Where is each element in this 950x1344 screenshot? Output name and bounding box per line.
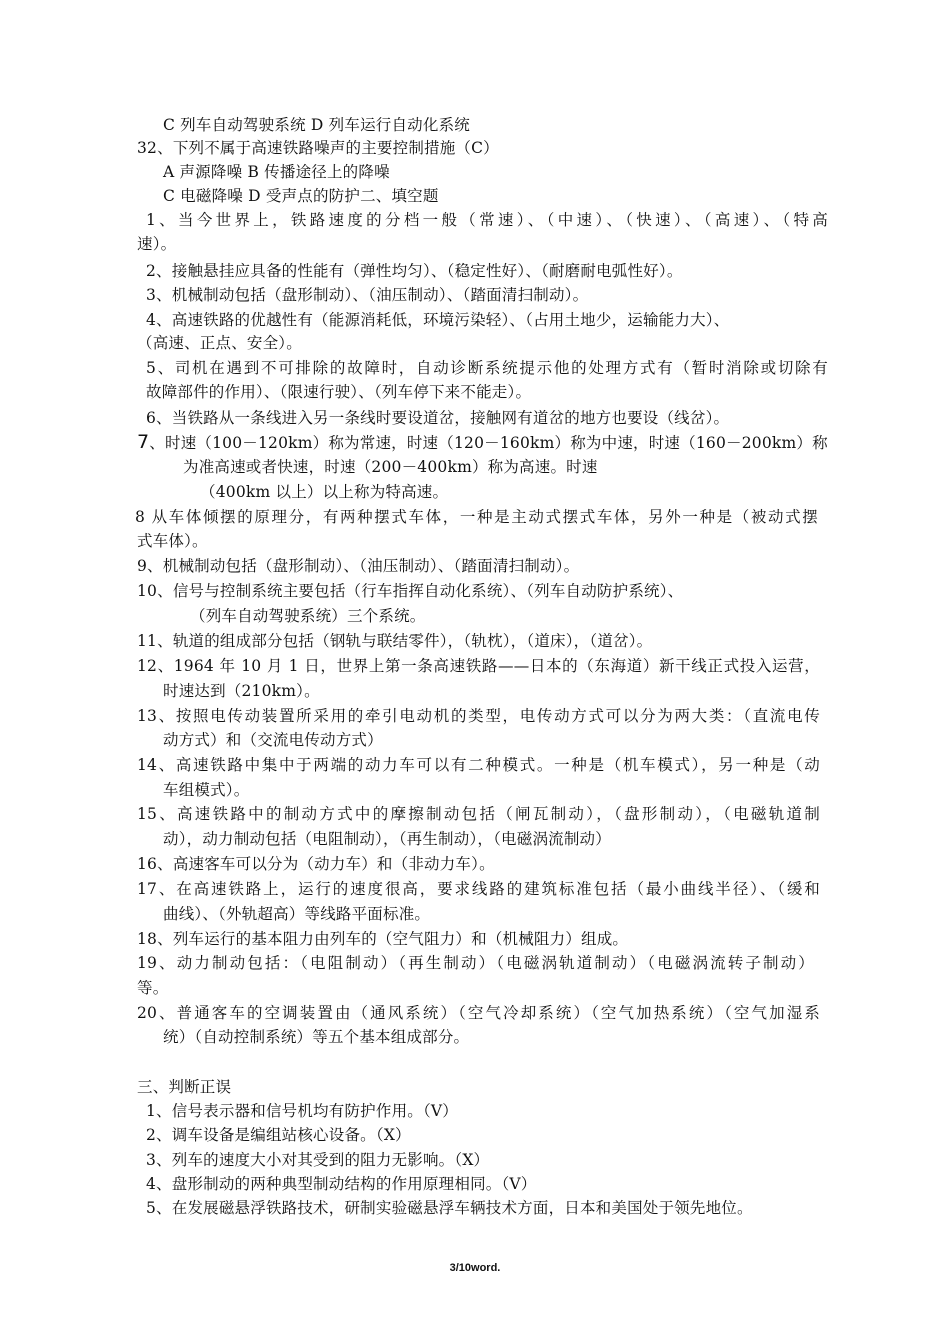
fill-4-line-2: （高速、正点、安全）。 [137,334,302,352]
fill-14-line-1: 14、高速铁路中集中于两端的动力车可以有二种模式。一种是（机车模式），另一种是（动 [137,756,820,774]
fill-12-line-2: 时速达到（210km）。 [163,682,320,700]
fill-20-line-2: 统）（自动控制系统）等五个基本组成部分。 [163,1028,470,1046]
fill-7-line-1 [137,431,828,454]
fill-17-line-2: 曲线）、（外轨超高）等线路平面标准。 [163,905,431,923]
fill-12-line-1: 12、1964 年 10 月 1 日，世界上第一条高速铁路——日本的（东海道）新干线正式投入运营， [137,657,820,675]
fill-7-text: 、时速（100－120km）称为常速，时速（120－160km）称为中速，时速（160－200km）称 [149,434,828,452]
fill-10-line-2: （列车自动驾驶系统）三个系统。 [190,607,426,625]
fill-15-line-2: 动），动力制动包括（电阻制动），（再生制动），（电磁涡流制动） [163,830,611,848]
fill-3: 3、机械制动包括（盘形制动）、（油压制动）、（踏面清扫制动）。 [146,286,589,304]
fill-6: 6、当铁路从一条线进入另一条线时要设道岔，接触网有道岔的地方也要设（线岔）。 [146,409,730,427]
fill-16: 16、高速客车可以分为（动力车）和（非动力车）。 [137,855,495,873]
fill-5-line-2: 故障部件的作用）、（限速行驶）、（列车停下来不能走）。 [146,383,532,401]
fill-1-line-2: 速）。 [137,235,177,253]
fill-13-line-2: 动方式）和（交流电传动方式） [163,731,383,749]
fill-9: 9、机械制动包括（盘形制动）、（油压制动）、（踏面清扫制动）。 [137,557,580,575]
judge-2: 2、调车设备是编组站核心设备。（X） [146,1126,411,1144]
fill-7-line-2: 为准高速或者快速，时速（200－400km）称为高速。时速 [183,458,598,476]
fill-5-line-1: 5、司机在遇到不可排除的故障时，自动诊断系统提示他的处理方式有（暂时消除或切除有 [146,359,828,377]
fill-11: 11、轨道的组成部分包括（钢轨与联结零件），（轨枕），（道床），（道岔）。 [137,632,653,650]
fill-18: 18、列车运行的基本阻力由列车的（空气阻力）和（机械阻力）组成。 [137,930,629,948]
fill-2: 2、接触悬挂应具备的性能有（弹性均匀）、（稳定性好）、（耐磨耐电弧性好）。 [146,262,683,280]
q32-options-cd: C 电磁降噪 D 受声点的防护二、填空题 [163,187,439,205]
fill-8-line-1: 8 从车体倾摆的原理分，有两种摆式车体，一种是主动式摆式车体，另外一种是（被动式摆 [135,508,818,526]
fill-4-line-1: 4、高速铁路的优越性有（能源消耗低，环境污染轻）、（占用土地少，运输能力大）、 [146,311,730,329]
fill-8-line-2: 式车体）。 [137,532,208,550]
fill-19-line-1: 19、动力制动包括：（电阻制动）（再生制动）（电磁涡轨道制动）（电磁涡流转子制动） [137,954,814,972]
judge-1: 1、信号表示器和信号机均有防护作用。（V） [146,1102,459,1120]
judge-5: 5、在发展磁悬浮铁路技术，研制实验磁悬浮车辆技术方面，日本和美国处于领先地位。 [146,1199,753,1217]
fill-13-line-1: 13、按照电传动装置所采用的牵引电动机的类型，电传动方式可以分为两大类：（直流电传 [137,707,820,725]
q32-question: 32、下列不属于高速铁路噪声的主要控制措施（C） [137,139,499,157]
fill-19-line-2: 等。 [137,979,169,997]
fill-20-line-1: 20、普通客车的空调装置由（通风系统）（空气冷却系统）（空气加热系统）（空气加湿系 [137,1004,820,1022]
fill-17-line-1: 17、在高速铁路上，运行的速度很高，要求线路的建筑标准包括（最小曲线半径）、（缓和 [137,880,820,898]
fill-10-line-1: 10、信号与控制系统主要包括（行车指挥自动化系统）、（列车自动防护系统）、 [137,582,684,600]
section-3-heading: 三、判断正误 [137,1078,232,1096]
fill-14-line-2: 车组模式）。 [163,781,250,799]
fill-7-line-3: （400km 以上）以上称为特高速。 [200,483,449,501]
judge-4: 4、盘形制动的两种典型制动结构的作用原理相同。（V） [146,1175,537,1193]
page-footer: 3/10word. [449,1262,501,1274]
judge-3: 3、列车的速度大小对其受到的阻力无影响。（X） [146,1151,490,1169]
fill-7-number: 7 [137,431,150,453]
q32-options-ab: A 声源降噪 B 传播途径上的降噪 [163,163,390,181]
fill-1-line-1: 1、当今世界上，铁路速度的分档一般（常速）、（中速）、（快速）、（高速）、（特高 [146,211,828,229]
fill-15-line-1: 15、高速铁路中的制动方式中的摩擦制动包括（闸瓦制动），（盘形制动），（电磁轨道制 [137,805,820,823]
q31-options-cd: C 列车自动驾驶系统 D 列车运行自动化系统 [163,116,470,134]
